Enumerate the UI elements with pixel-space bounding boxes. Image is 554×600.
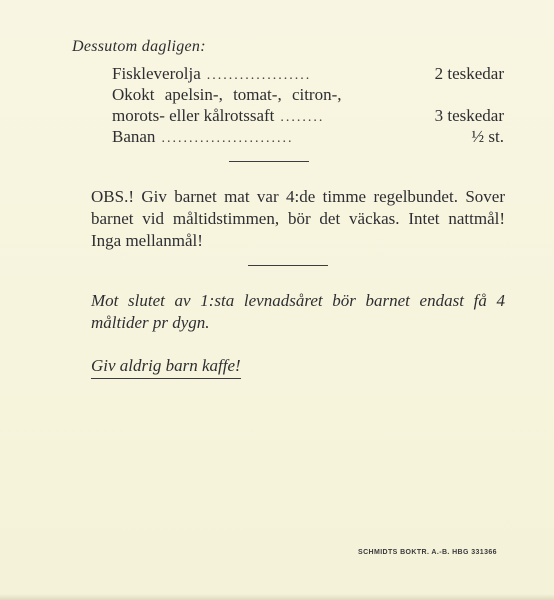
page-edge-shadow bbox=[0, 594, 554, 600]
obs-paragraph: OBS.! Giv barnet mat var 4:de timme regelbundet. Sover barnet vid måltidstimmen, bör det väckas. Intet nattmål! Inga mellanmål! bbox=[91, 187, 505, 250]
item-quantity: 3 teskedar bbox=[434, 106, 504, 125]
printer-imprint: SCHMIDTS BOKTR. A.-B. HBG 331366 bbox=[358, 549, 497, 556]
item-quantity: 2 teskedar bbox=[434, 64, 504, 83]
coffee-warning: Giv aldrig barn kaffe! bbox=[91, 356, 241, 379]
leader-dots: ........................ bbox=[161, 131, 294, 146]
item-name: Fiskleverolja bbox=[112, 64, 201, 83]
list-item bbox=[112, 63, 504, 84]
section-heading: Dessutom dagligen: bbox=[72, 38, 206, 55]
item-quantity: ½ st. bbox=[471, 127, 504, 146]
leader-dots: ........ bbox=[280, 110, 325, 125]
divider bbox=[229, 161, 309, 162]
list-item bbox=[112, 105, 504, 126]
list-item bbox=[112, 84, 504, 105]
italic-paragraph: Mot slutet av 1:sta levnadsåret bör barnet endast få 4 måltider pr dygn. bbox=[91, 291, 505, 332]
item-name: Okokt apelsin-, tomat-, citron-, bbox=[112, 85, 342, 104]
list-item bbox=[112, 126, 504, 147]
divider bbox=[248, 265, 328, 266]
leader-dots: ................... bbox=[206, 68, 312, 83]
item-name: morots- eller kålrotssaft bbox=[112, 106, 275, 125]
item-name: Banan bbox=[112, 127, 156, 146]
